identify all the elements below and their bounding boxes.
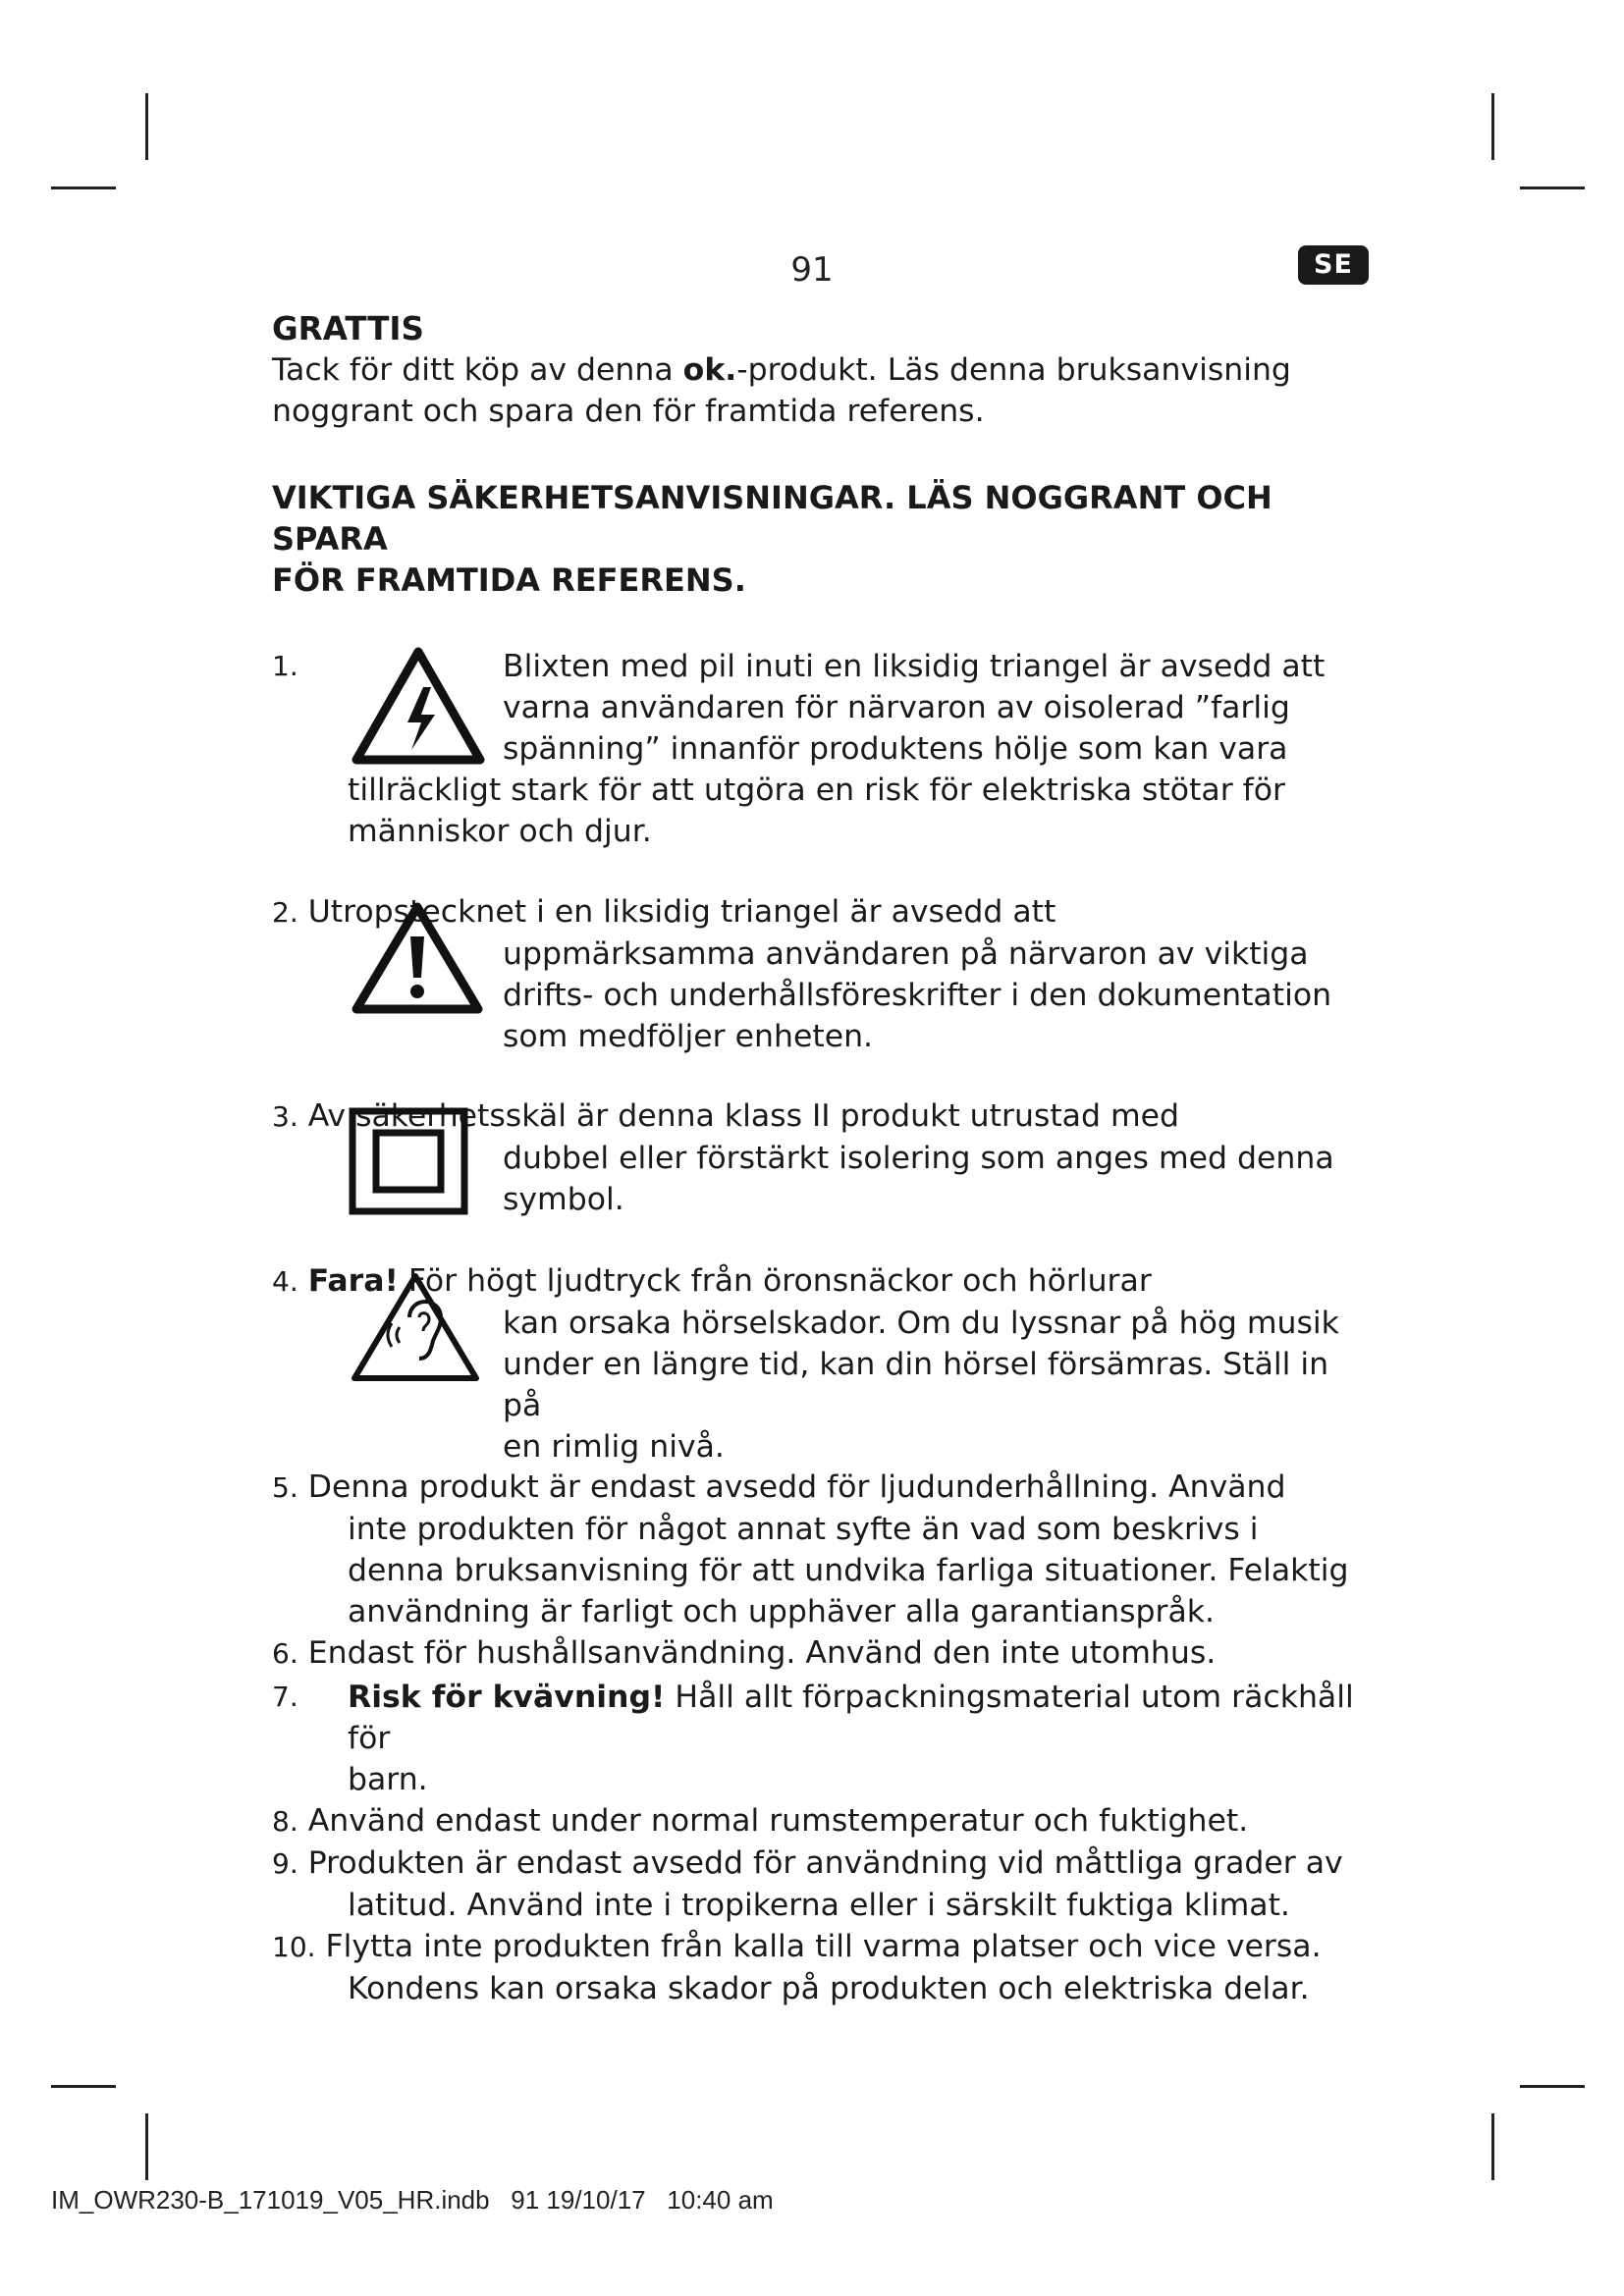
item-number: 6.: [272, 1637, 298, 1670]
item-text: Kondens kan orsaka skador på produkten och elektriska delar.: [348, 1971, 1310, 2006]
item-number: 5.: [272, 1471, 298, 1504]
manual-content: [272, 308, 1372, 2009]
page-number: 91: [790, 250, 834, 290]
item-text: Flytta inte produkten från kalla till varma platser och vice versa.: [325, 1929, 1322, 1964]
list-item: [272, 1800, 1372, 1842]
intro-text: Tack för ditt köp av denna: [272, 352, 683, 388]
list-item: [272, 1095, 1372, 1219]
item-text: Håll allt förpackningsmaterial utom räckhåll för: [348, 1680, 1354, 1756]
item-text: drifts- och underhållsföreskrifter i den dokumentation: [503, 978, 1332, 1013]
intro-heading: GRATTIS: [272, 310, 424, 347]
crop-mark: [1491, 93, 1494, 160]
list-item: [272, 1842, 1372, 1926]
list-item: [272, 646, 1372, 852]
item-text: Endast för hushållsanvändning. Använd den inte utomhus.: [307, 1635, 1217, 1671]
item-text: en rimlig nivå.: [503, 1429, 725, 1465]
safety-heading-line: VIKTIGA SÄKERHETSANVISNINGAR. LÄS NOGGRANT OCH SPARA: [272, 479, 1272, 558]
print-slug: IM_OWR230-B_171019_V05_HR.indb 91 19/10/17 10:40 am: [51, 2185, 774, 2215]
item-text: som medföljer enheten.: [503, 1019, 874, 1054]
item-text: människor och djur.: [348, 814, 652, 849]
list-item: [272, 1632, 1372, 1675]
item-text: Denna produkt är endast avsedd för ljudunderhållning. Använd: [307, 1469, 1286, 1505]
crop-mark: [1491, 2113, 1494, 2180]
item-text: denna bruksanvisning för att undvika farliga situationer. Felaktig: [348, 1553, 1349, 1588]
item-text: användning är farligt och upphäver alla garantianspråk.: [348, 1594, 1216, 1629]
crop-mark: [1520, 187, 1585, 189]
list-item: [272, 891, 1372, 1056]
item-text: latitud. Använd inte i tropikerna eller i särskilt fuktiga klimat.: [348, 1888, 1290, 1923]
list-item: [272, 1467, 1372, 1632]
hearing-warning-triangle-icon: [349, 1270, 482, 1386]
item-text: symbol.: [503, 1182, 624, 1217]
item-text: barn.: [348, 1762, 428, 1797]
exclamation-triangle-icon: [351, 901, 484, 1017]
item-text: Utropstecknet i en liksidig triangel är avsedd att: [307, 894, 1056, 930]
item-text: Av säkerhetsskäl är denna klass II produkt utrustad med: [307, 1098, 1180, 1134]
warning-label: Fara!: [307, 1263, 399, 1299]
intro-text: -produkt. Läs denna bruksanvisning: [736, 352, 1291, 388]
item-number: 10.: [272, 1931, 316, 1963]
item-text: inte produkten för något annat syfte än vad som beskrivs i: [348, 1512, 1259, 1547]
crop-mark: [1520, 2085, 1585, 2088]
item-number: 2.: [272, 896, 298, 929]
language-badge: SE: [1298, 245, 1369, 285]
crop-mark: [145, 93, 148, 160]
warning-label: Risk för kvävning!: [348, 1680, 666, 1715]
crop-mark: [51, 187, 116, 189]
safety-heading: [272, 477, 1372, 601]
item-number: 9.: [272, 1847, 298, 1880]
item-text: dubbel eller förstärkt isolering som anges med denna: [503, 1141, 1334, 1176]
crop-mark: [145, 2113, 148, 2180]
item-text: För högt ljudtryck från öronsnäckor och hörlurar: [398, 1263, 1152, 1299]
item-text: uppmärksamma användaren på närvaron av viktiga: [503, 936, 1309, 972]
brand-name: ok.: [682, 352, 737, 388]
lightning-triangle-icon: [351, 646, 486, 768]
item-number: 1.: [272, 650, 298, 682]
item-text: Blixten med pil inuti en liksidig triangel är avsedd att: [503, 649, 1326, 684]
item-number: 4.: [272, 1265, 298, 1298]
item-text: kan orsaka hörselskador. Om du lyssnar på hög musik: [503, 1306, 1339, 1341]
list-item: [272, 1926, 1372, 2009]
item-text: Använd endast under normal rumstemperatur och fuktighet.: [307, 1803, 1249, 1839]
item-text: spänning” innanför produktens hölje som kan vara: [503, 731, 1288, 767]
item-text: varna användaren för närvaron av oisolerad ”farlig: [503, 690, 1290, 725]
item-number: 3.: [272, 1100, 298, 1133]
intro-text: noggrant och spara den för framtida referens.: [272, 394, 985, 429]
list-item: [272, 1677, 1372, 1800]
item-number: 8.: [272, 1805, 298, 1838]
double-square-class-ii-icon: [349, 1107, 468, 1215]
item-text: tillräckligt stark för att utgöra en risk för elektriska stötar för: [348, 773, 1285, 808]
intro-paragraph: [272, 349, 1372, 432]
crop-mark: [51, 2085, 116, 2088]
safety-heading-line: FÖR FRAMTIDA REFERENS.: [272, 561, 746, 599]
item-text: under en längre tid, kan din hörsel försämras. Ställ in på: [503, 1347, 1329, 1423]
item-number: 7.: [272, 1681, 298, 1713]
list-item: [272, 1260, 1372, 1465]
item-text: Produkten är endast avsedd för användning vid måttliga grader av: [307, 1845, 1343, 1881]
